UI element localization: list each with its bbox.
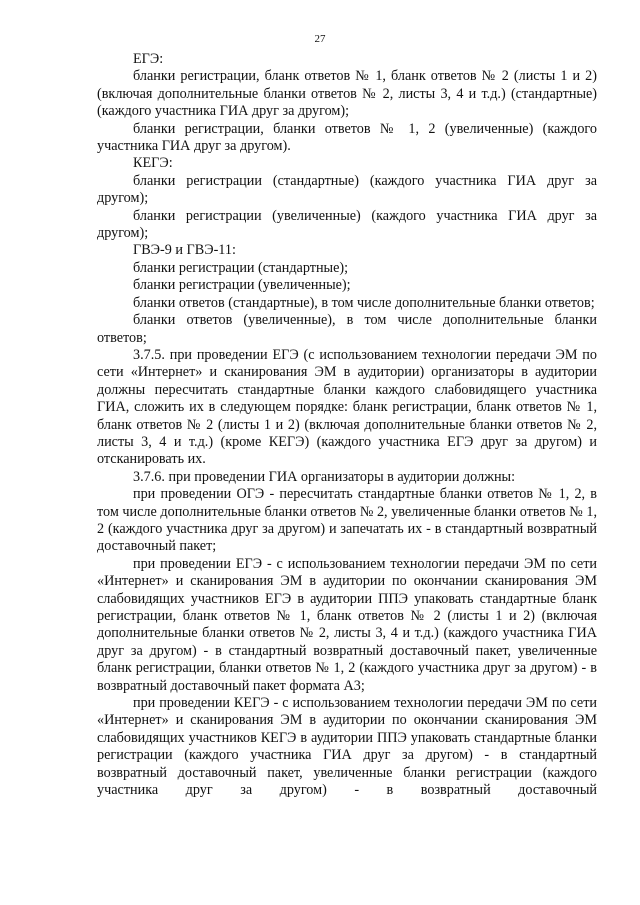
paragraph: бланки регистрации (стандартные) (каждого участника ГИА друг за другом); (97, 172, 597, 207)
clause-3-7-5: 3.7.5. при проведении ЕГЭ (с использованием технологии передачи ЭМ по сети «Интернет» и сканирования ЭМ в аудитории) организаторы в аудитории должны пересчитать стандартные бланки каждого слабовидящего участника ГИА, сложить их в следующем порядке: бланк регистрации, бланк ответов № 1, бланк ответов № 2 (листы 1 и 2) (включая дополнительные бланки ответов № 2, листы 3, 4 и т.д.) (кроме КЕГЭ) (каждого участника ЕГЭ друг за другом) и отсканировать их. (97, 346, 597, 468)
paragraph: бланки регистрации (стандартные); (133, 259, 349, 276)
page-number: 27 (314, 33, 326, 45)
paragraph-ege: при проведении ЕГЭ - с использованием технологии передачи ЭМ по сети «Интернет» и сканирования ЭМ в аудитории по окончании сканирования ЭМ слабовидящих участников ЕГЭ в аудитории ППЭ упаковать стандартные бланк регистрации, бланк ответов № 1, бланк ответов № 2 (листы 1 и 2) (включая дополнительные бланки ответов № 2, листы 3, 4 и т.д.) (каждого участника ГИА друг за другом) - в стандартный возвратный доставочный пакет, увеличенные бланк регистрации, бланки ответов № 1, 2 (каждого участника друг за другом) - в возвратный доставочный пакет формата А3; (97, 555, 597, 694)
section-heading-kege: КЕГЭ: (133, 155, 173, 172)
paragraph: бланки регистрации, бланк ответов № 1, бланк ответов № 2 (листы 1 и 2) (включая дополнительные бланки ответов № 2, листы 3, 4 и т.д.) (стандартные) (каждого участника ГИА друг за другом); (97, 68, 597, 120)
paragraph: бланки регистрации (увеличенные); (133, 277, 351, 294)
document-body (97, 51, 597, 799)
paragraph-oge: при проведении ОГЭ - пересчитать стандартные бланки ответов № 1, 2, в том числе дополнительные бланки ответов № 2, увеличенные бланки ответов № 1, 2 (каждого участника друг за другом) и запечатать их - в стандартный возвратный доставочный пакет; (97, 486, 597, 555)
clause-3-7-6: 3.7.6. при проведении ГИА организаторы в аудитории должны: (133, 468, 516, 485)
paragraph: бланки регистрации (увеличенные) (каждого участника ГИА друг за другом); (97, 207, 597, 242)
paragraph: бланки ответов (стандартные), в том числе дополнительные бланки ответов; (133, 294, 595, 311)
paragraph: бланки регистрации, бланки ответов № 1, 2 (увеличенные) (каждого участника ГИА друг за другом). (97, 120, 597, 155)
paragraph-kege: при проведении КЕГЭ - с использованием технологии передачи ЭМ по сети «Интернет» и сканирования ЭМ в аудитории по окончании сканирования ЭМ слабовидящих участников КЕГЭ в аудитории ППЭ упаковать стандартные бланки регистрации (каждого участника ГИА друг за другом) - в стандартный возвратный доставочный пакет, увеличенные бланки регистрации (каждого участника друг за другом) - в возвратный доставочный (97, 695, 597, 799)
section-heading-ege: ЕГЭ: (133, 51, 164, 67)
section-heading-gve: ГВЭ-9 и ГВЭ-11: (133, 242, 236, 259)
paragraph: бланки ответов (увеличенные), в том числе дополнительные бланки ответов; (97, 312, 597, 346)
